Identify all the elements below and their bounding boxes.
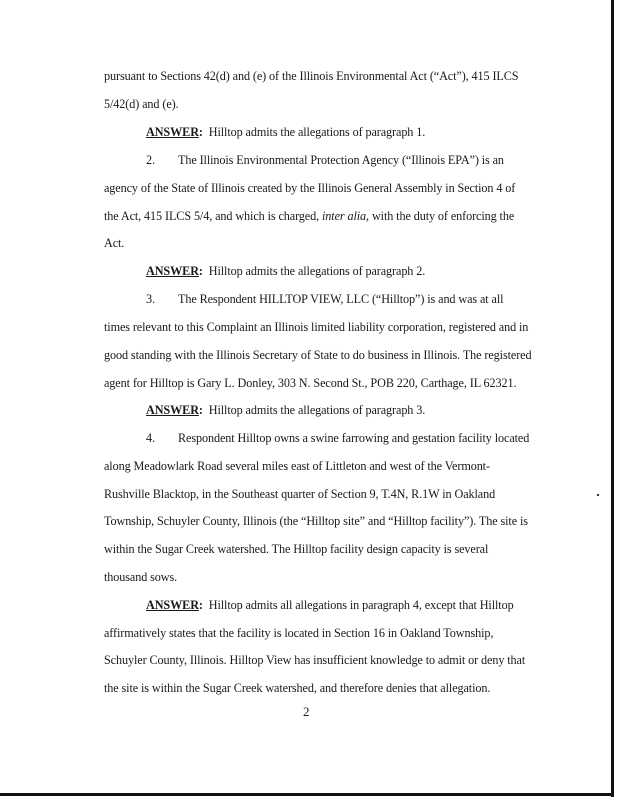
paragraph-3-line-2: times relevant to this Complaint an Illinois limited liability corporation, registered and in — [104, 320, 529, 334]
paragraph-4-line-4: Township, Schuyler County, Illinois (the “Hilltop site” and “Hilltop facility”). The site is — [104, 514, 528, 528]
answer-4-line-3: Schuyler County, Illinois. Hilltop View has insufficient knowledge to admit or deny that — [104, 653, 526, 667]
scan-edge-right — [611, 0, 614, 797]
answer-label: ANSWER — [146, 264, 199, 278]
page-number: 2 — [303, 704, 310, 719]
paragraph-2-line-4: Act. — [104, 236, 125, 250]
answer-text: Hilltop admits the allegations of paragraph 1. — [208, 125, 426, 139]
paragraph-4-line-5: within the Sugar Creek watershed. The Hilltop facility design capacity is several — [104, 542, 489, 556]
paragraph-3-line-1: The Respondent HILLTOP VIEW, LLC (“Hilltop”) is and was at all — [178, 292, 504, 306]
answer-text: Hilltop admits all allegations in paragraph 4, except that Hilltop — [208, 598, 514, 612]
scan-edge-bottom — [0, 793, 614, 796]
paragraph-number: 4. — [146, 431, 156, 445]
answer-colon: : — [198, 403, 203, 417]
answer-1 — [146, 125, 425, 139]
answer-colon: : — [198, 125, 203, 139]
answer-label: ANSWER — [146, 403, 199, 417]
answer-text: Hilltop admits the allegations of paragraph 3. — [208, 403, 426, 417]
answer-colon: : — [198, 264, 203, 278]
italic-term: inter alia, — [322, 209, 369, 223]
paragraph-2-line-3 — [104, 209, 514, 223]
paragraph-2-line-2: agency of the State of Illinois created by the Illinois General Assembly in Section 4 of — [104, 181, 516, 195]
answer-2 — [146, 264, 425, 278]
text-segment: the Act, 415 ILCS 5/4, and which is charged, — [104, 209, 320, 223]
answer-4-line-4: the site is within the Sugar Creek watershed, and therefore denies that allegation. — [104, 681, 491, 695]
answer-label: ANSWER — [146, 598, 199, 612]
paragraph-4-line-2: along Meadowlark Road several miles east of Littleton and west of the Vermont- — [104, 459, 490, 473]
answer-text: Hilltop admits the allegations of paragraph 2. — [208, 264, 426, 278]
scan-speck — [597, 494, 599, 496]
paragraph-3-line-4: agent for Hilltop is Gary L. Donley, 303 N. Second St., POB 220, Carthage, IL 62321. — [104, 376, 517, 390]
answer-3 — [146, 403, 425, 417]
paragraph-4-line-1: Respondent Hilltop owns a swine farrowing and gestation facility located — [178, 431, 530, 445]
answer-label: ANSWER — [146, 125, 199, 139]
paragraph-1-line-1: pursuant to Sections 42(d) and (e) of the Illinois Environmental Act (“Act”), 415 ILCS — [104, 69, 519, 83]
paragraph-3-line-3: good standing with the Illinois Secretary of State to do business in Illinois. The registered — [104, 348, 532, 362]
text-segment: with the duty of enforcing the — [371, 209, 515, 223]
paragraph-number: 2. — [146, 153, 156, 167]
paragraph-2-line-1: The Illinois Environmental Protection Agency (“Illinois EPA”) is an — [178, 153, 504, 167]
paragraph-1-line-2: 5/42(d) and (e). — [104, 97, 179, 111]
paragraph-4-line-6: thousand sows. — [104, 570, 178, 584]
answer-4-line-1 — [146, 598, 514, 612]
answer-4-line-2: affirmatively states that the facility is located in Section 16 in Oakland Township, — [104, 626, 494, 640]
paragraph-4-line-3: Rushville Blacktop, in the Southeast quarter of Section 9, T.4N, R.1W in Oakland — [104, 487, 496, 501]
paragraph-number: 3. — [146, 292, 156, 306]
answer-colon: : — [198, 598, 203, 612]
